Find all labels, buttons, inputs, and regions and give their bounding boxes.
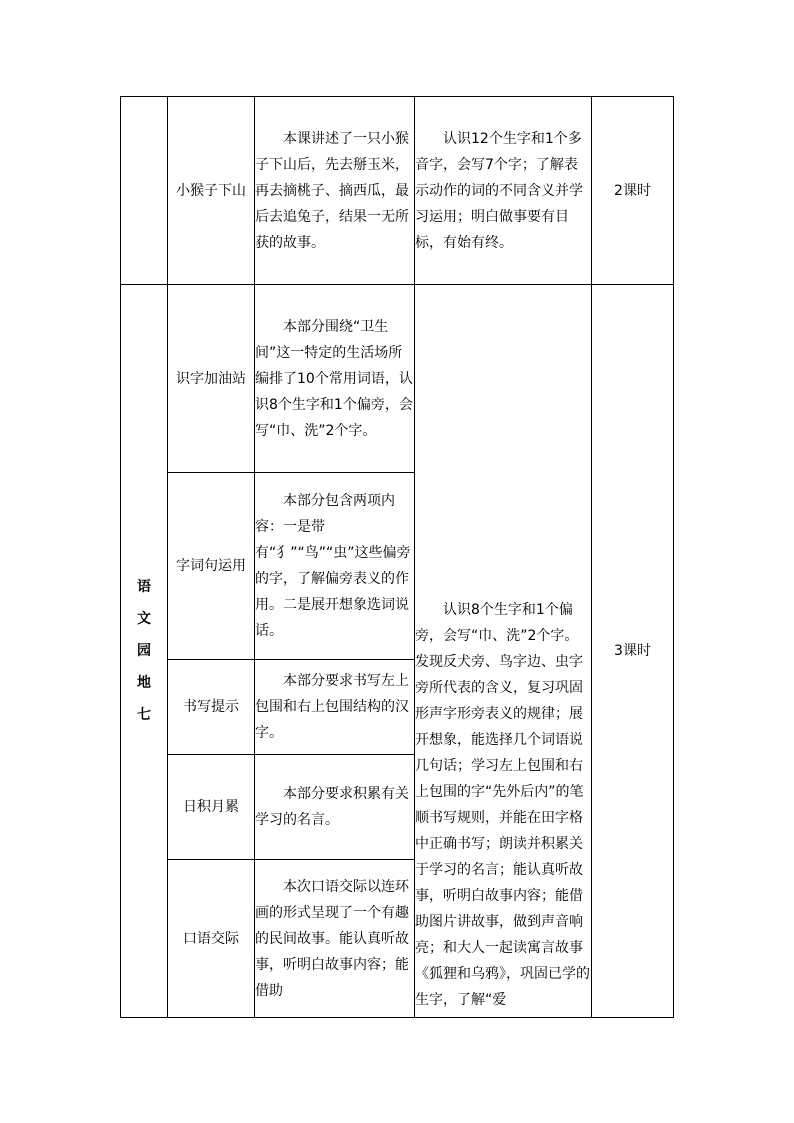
lesson-name-cell: 识字加油站: [168, 285, 255, 473]
lesson-name-cell: 小猴子下山: [168, 97, 255, 285]
unit-title: 语文园地七: [137, 579, 151, 723]
lesson-name-cell: 口语交际: [168, 860, 255, 1018]
content-cell: [255, 285, 415, 473]
goal-text: 认识12个生字和1个多音字，会写7个字；了解表示动作的词的不同含义并学习运用；明白做事要有目标，有始有终。: [415, 131, 583, 251]
goal-cell: [415, 97, 592, 285]
content-cell: [255, 755, 415, 860]
unit-cell: [121, 97, 168, 285]
content-cell: [255, 660, 415, 755]
content-cell: [255, 473, 415, 660]
content-cell: [255, 860, 415, 1018]
lesson-name-cell: 字词句运用: [168, 473, 255, 660]
goal-cell-garden: [415, 285, 592, 1018]
content-text: 本部分要求书写左上包围和右上包围结构的汉字。: [255, 673, 409, 741]
content-text: 本课讲述了一只小猴子下山后，先去掰玉米，再去摘桃子、摘西瓜，最后去追兔子，结果一无所获的故事。: [255, 131, 409, 251]
hours-cell: 2课时: [592, 97, 674, 285]
hours-cell-garden: 3课时: [592, 285, 674, 1018]
table-row: [121, 285, 674, 473]
content-text: 本次口语交际以连环画的形式呈现了一个有趣的民间故事。能认真听故事，听明白故事内容；能借助: [255, 878, 409, 999]
unit-cell-garden: [121, 285, 168, 1018]
lesson-name-cell: 日积月累: [168, 755, 255, 860]
content-cell: [255, 97, 415, 285]
content-text: 本部分围绕“卫生间”这一特定的生活场所编排了10个常用词语，认识8个生字和1个偏旁，会写“巾、洗”2个字。: [255, 318, 413, 439]
goal-text: 认识8个生字和1个偏旁，会写“巾、洗”2个字。发现反犬旁、鸟字边、虫字旁所代表的含义，复习巩固形声字形旁表义的规律；展开想象，能选择几个词语说几句话；学习左上包围和右上包围的字“先外后内”的笔顺书写规则，并能在田字格中正确书写；朗读并积累关于学习的名言；能认真听故事，听明白故事内容；能借助图片讲故事，做到声音响亮；和大人一起读寓言故事《狐狸和乌鸦》，巩固已学的生字，了解“爱: [415, 602, 590, 1008]
lesson-name-cell: 书写提示: [168, 660, 255, 755]
lesson-plan-table: [120, 96, 674, 1018]
content-text: 本部分包含两项内容：一是带有“犭”“鸟”“虫”这些偏旁的字，了解偏旁表义的作用。二是展开想象选词说话。: [255, 493, 411, 639]
content-text: 本部分要求积累有关学习的名言。: [255, 786, 409, 828]
table-row: [121, 97, 674, 285]
